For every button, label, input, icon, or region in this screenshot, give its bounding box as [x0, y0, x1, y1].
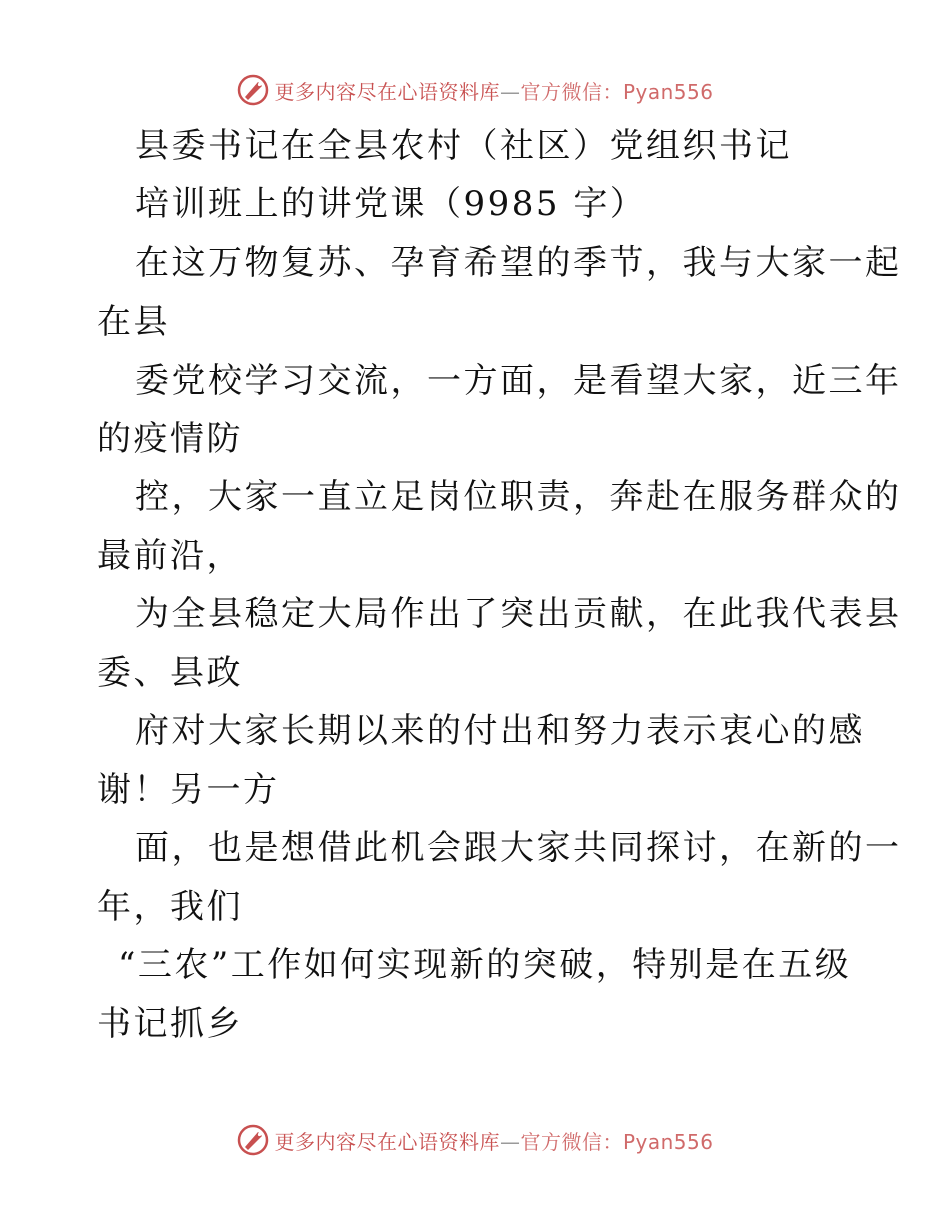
title-line-1: 县委书记在全县农村（社区）党组织书记	[135, 126, 792, 166]
paragraph-line: 面，也是想借此机会跟大家共同探讨，在新的一	[135, 828, 902, 868]
paragraph-line: 书记抓乡	[97, 1004, 243, 1044]
footer-brand: 更多内容尽在心语资料库	[274, 1129, 500, 1154]
title-line-2: 培训班上的讲党课（9985 字）	[135, 184, 647, 224]
paragraph-line: 在县	[97, 302, 170, 342]
paragraph-line: 年，我们	[97, 887, 243, 927]
paragraph-line: 最前沿，	[97, 536, 243, 576]
footer-contact: 官方微信：Pyan556	[520, 1129, 714, 1154]
paragraph-line: 委、县政	[97, 653, 243, 693]
header-brand: 更多内容尽在心语资料库	[274, 79, 500, 104]
paragraph-line: 谢！另一方	[97, 770, 280, 810]
header-banner	[0, 70, 950, 110]
paragraph-line: 在这万物复苏、孕育希望的季节，我与大家一起	[135, 243, 902, 283]
paragraph-line: 府对大家长期以来的付出和努力表示衷心的感	[135, 711, 865, 751]
header-separator: —	[499, 79, 521, 104]
paragraph-line: 为全县稳定大局作出了突出贡献，在此我代表县	[135, 594, 902, 634]
paragraph-line: “三农”工作如何实现新的突破，特别是在五级	[118, 945, 852, 985]
paragraph-line: 控，大家一直立足岗位职责，奔赴在服务群众的	[135, 477, 902, 517]
footer-banner-text	[274, 1126, 713, 1155]
header-contact: 官方微信：Pyan556	[520, 79, 714, 104]
paragraph-line: 委党校学习交流，一方面，是看望大家，近三年	[135, 361, 902, 401]
paragraph-line: 的疫情防	[97, 419, 243, 459]
header-banner-text	[274, 76, 713, 105]
pen-nib-logo-icon	[236, 73, 270, 107]
footer-banner	[0, 1120, 950, 1160]
pen-nib-logo-icon	[236, 1123, 270, 1157]
footer-separator: —	[499, 1129, 521, 1154]
